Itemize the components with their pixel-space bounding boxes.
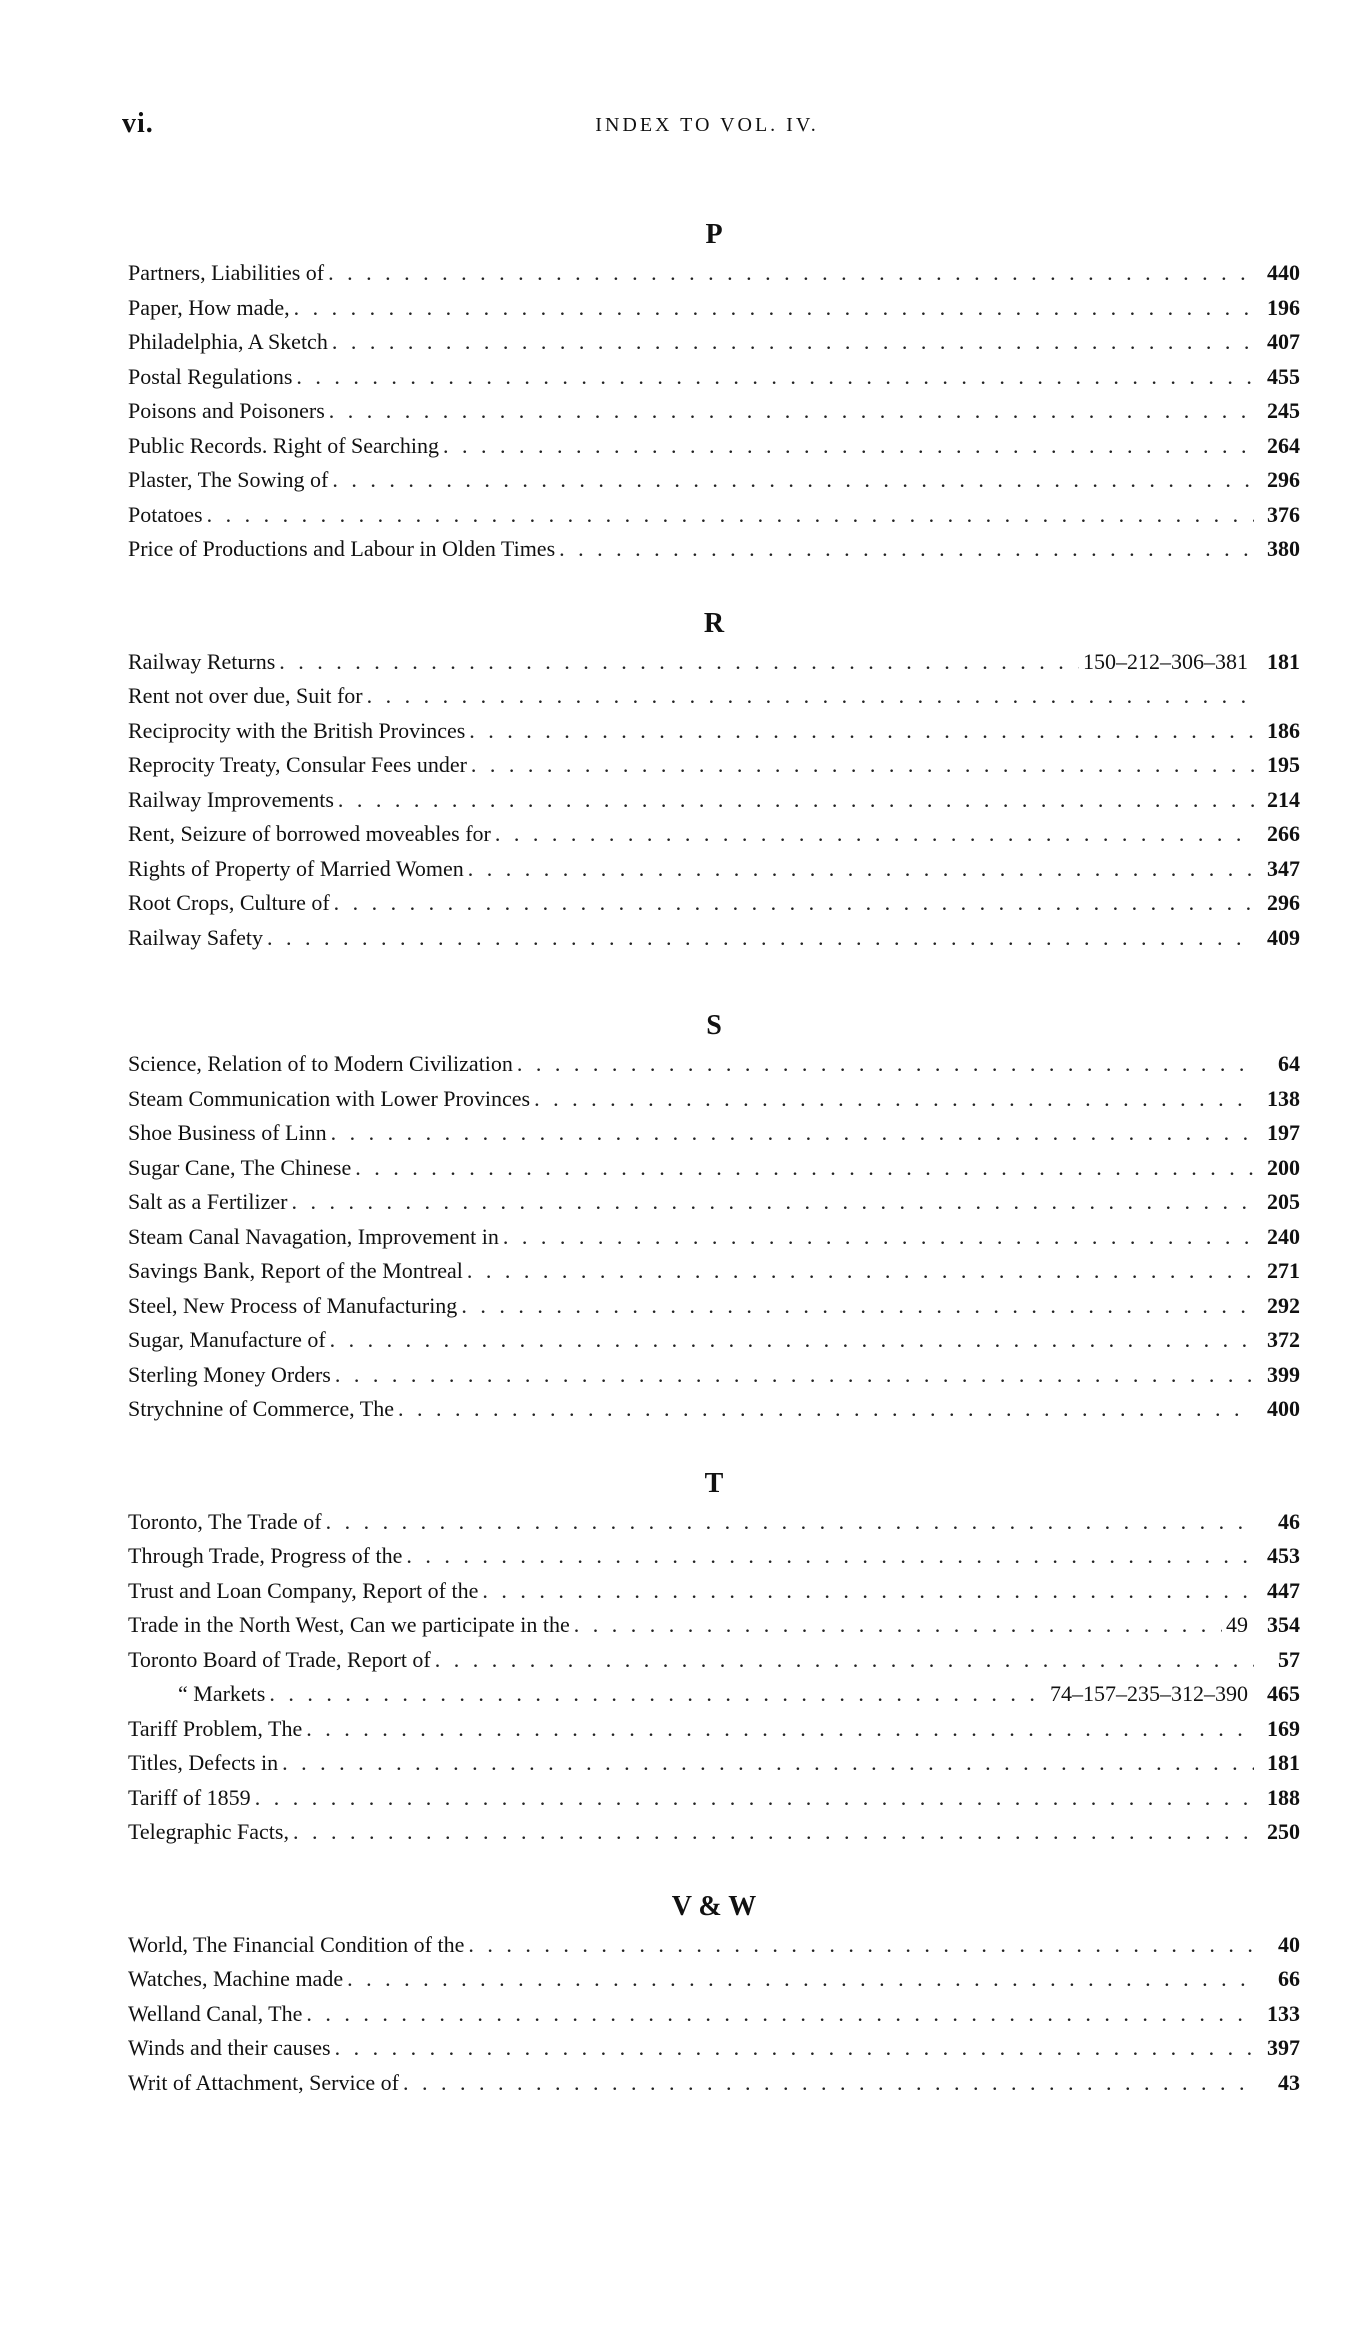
index-entry	[128, 1647, 1300, 1682]
entry-page: 197	[1267, 1120, 1300, 1145]
dot-leader	[326, 1509, 1254, 1535]
index-entry	[128, 1681, 1300, 1716]
entry-list	[128, 1509, 1300, 1854]
dot-leader	[398, 1396, 1254, 1422]
entry-page: 453	[1267, 1543, 1300, 1568]
index-content	[128, 210, 1300, 2132]
index-entry	[128, 536, 1300, 571]
index-entry	[128, 398, 1300, 433]
index-entry	[128, 1362, 1300, 1397]
entry-title: Railway Improvements	[128, 786, 334, 812]
entry-title: Winds and their causes	[128, 2035, 331, 2060]
entry-title: Through Trade, Progress of the	[128, 1543, 403, 1568]
dot-leader	[255, 1785, 1254, 1811]
entry-page: 66	[1278, 1966, 1300, 1991]
index-entry	[128, 1966, 1300, 2001]
entry-page: 271	[1267, 1258, 1300, 1283]
entry-title: Trade in the North West, Can we participate in the	[128, 1612, 570, 1637]
index-entry	[128, 1750, 1300, 1785]
index-entry	[128, 1327, 1300, 1362]
entry-title: Reprocity Treaty, Consular Fees under	[128, 752, 467, 777]
entry-page: 397	[1267, 2035, 1300, 2060]
dot-leader	[469, 718, 1254, 744]
entry-title: Telegraphic Facts,	[128, 1819, 289, 1844]
entry-page: 245	[1267, 398, 1300, 423]
entry-title: Sugar Cane, The Chinese	[128, 1154, 352, 1180]
dot-leader	[468, 1932, 1254, 1958]
dot-leader	[471, 752, 1254, 778]
entry-page: 200	[1267, 1154, 1300, 1180]
entry-title: Plaster, The Sowing of	[128, 467, 329, 492]
entry-title: Postal Regulations	[128, 363, 293, 389]
index-entry	[128, 1509, 1300, 1544]
entry-title: Strychnine of Commerce, The	[128, 1396, 394, 1421]
index-entry	[128, 1396, 1300, 1431]
dot-leader	[267, 925, 1254, 951]
index-entry	[128, 364, 1300, 399]
index-entry	[128, 718, 1300, 753]
entry-page: 64	[1278, 1051, 1300, 1076]
entry-title: Rent, Seizure of borrowed moveables for	[128, 821, 491, 846]
index-entry	[128, 2001, 1300, 2036]
index-entry	[128, 1293, 1300, 1328]
entry-title: Welland Canal, The	[128, 2000, 303, 2026]
entry-title: Salt as a Fertilizer	[128, 1189, 288, 1214]
dot-leader	[291, 1189, 1254, 1215]
entry-title: Tariff of 1859	[128, 1784, 251, 1810]
entry-page: 347	[1267, 855, 1300, 881]
entry-title: Railway Safety	[128, 924, 264, 950]
entry-list	[128, 649, 1300, 960]
dot-leader	[306, 1716, 1254, 1742]
dot-leader	[517, 1051, 1254, 1077]
entry-title: Sterling Money Orders	[128, 1361, 331, 1387]
index-entry	[128, 2070, 1300, 2105]
entry-page: 133	[1267, 2000, 1300, 2026]
dot-leader	[332, 467, 1254, 493]
dot-leader	[331, 1120, 1254, 1146]
index-entry	[128, 1932, 1300, 1967]
dot-leader	[335, 1362, 1254, 1388]
index-entry	[128, 1155, 1300, 1190]
entry-page: 292	[1267, 1292, 1300, 1318]
index-entry	[128, 2035, 1300, 2070]
entry-title: Watches, Machine made	[128, 1966, 344, 1991]
section-heading: S	[706, 1010, 722, 1041]
dot-leader	[495, 821, 1254, 847]
dot-leader	[367, 683, 1254, 709]
dot-leader	[279, 649, 1079, 675]
dot-leader	[347, 1966, 1254, 1992]
section-heading: P	[705, 219, 723, 250]
entry-page: 465	[1267, 1681, 1300, 1706]
dot-leader	[482, 1578, 1254, 1604]
entry-page: 195	[1267, 752, 1300, 777]
entry-page: 181	[1267, 1750, 1300, 1775]
entry-title: Reciprocity with the British Provinces	[128, 717, 466, 743]
entry-page: 196	[1267, 294, 1300, 320]
index-entry	[128, 1543, 1300, 1578]
running-title: INDEX TO VOL. IV.	[595, 114, 819, 136]
entry-list	[128, 1051, 1300, 1431]
entry-page: 409	[1267, 924, 1300, 950]
entry-page: 376	[1267, 501, 1300, 527]
entry-page: 264	[1267, 432, 1300, 458]
entry-title: Titles, Defects in	[128, 1750, 279, 1775]
entry-title: Steel, New Process of Manufacturing	[128, 1292, 458, 1318]
dot-leader	[461, 1293, 1254, 1319]
entry-page: 57	[1278, 1646, 1300, 1672]
entry-title: Savings Bank, Report of the Montreal	[128, 1258, 463, 1283]
entry-page: 43	[1278, 2069, 1300, 2095]
entry-page: 447	[1267, 1577, 1300, 1603]
dot-leader	[338, 787, 1254, 813]
entry-title: Steam Communication with Lower Provinces	[128, 1085, 531, 1111]
dot-leader	[293, 1819, 1254, 1845]
dot-leader	[355, 1155, 1254, 1181]
entry-title: Public Records. Right of Searching	[128, 432, 440, 458]
entry-page: 407	[1267, 329, 1300, 354]
entry-page: 296	[1267, 890, 1300, 915]
dot-leader	[334, 890, 1254, 916]
index-entry	[128, 683, 1300, 718]
entry-title: Steam Canal Navagation, Improvement in	[128, 1223, 499, 1249]
entry-page: 455	[1267, 363, 1300, 389]
entry-extra-pages: 49	[1226, 1612, 1248, 1637]
entry-page: 138	[1267, 1085, 1300, 1111]
entry-page: 181	[1267, 648, 1300, 674]
entry-list	[128, 1932, 1300, 2105]
page-header	[122, 108, 1292, 148]
dot-leader	[443, 433, 1254, 459]
index-entry	[128, 1612, 1300, 1647]
entry-page: 186	[1267, 717, 1300, 743]
index-entry	[128, 1819, 1300, 1854]
entry-title: Philadelphia, A Sketch	[128, 329, 328, 354]
section-heading: T	[704, 1467, 724, 1499]
entry-page: 205	[1267, 1189, 1300, 1214]
entry-page: 250	[1267, 1819, 1300, 1844]
dot-leader	[467, 1258, 1254, 1284]
entry-extra-pages: 74–157–235–312–390	[1050, 1681, 1248, 1706]
entry-title: Science, Relation of to Modern Civilization	[128, 1051, 513, 1076]
entry-list	[128, 260, 1300, 571]
dot-leader	[574, 1612, 1222, 1638]
index-entry	[128, 649, 1300, 684]
index-entry	[128, 1785, 1300, 1820]
index-entry	[128, 467, 1300, 502]
index-entry	[128, 329, 1300, 364]
section-v-w	[128, 1882, 1300, 2105]
entry-page: 188	[1267, 1784, 1300, 1810]
entry-title: Price of Productions and Labour in Olden Times	[128, 536, 556, 561]
entry-title: World, The Financial Condition of the	[128, 1931, 465, 1957]
entry-page: 372	[1267, 1327, 1300, 1352]
section-heading: R	[703, 607, 725, 639]
dot-leader	[207, 502, 1254, 528]
entry-title: Tariff Problem, The	[128, 1715, 303, 1741]
index-entry	[128, 856, 1300, 891]
entry-title: Potatoes	[128, 501, 203, 527]
entry-title: “ Markets	[178, 1681, 266, 1706]
entry-title: Toronto Board of Trade, Report of	[128, 1646, 431, 1672]
dot-leader	[534, 1086, 1254, 1112]
entry-page: 240	[1267, 1223, 1300, 1249]
index-entry	[128, 502, 1300, 537]
dot-leader	[406, 1543, 1254, 1569]
entry-title: Poisons and Poisoners	[128, 398, 325, 423]
index-entry	[128, 1086, 1300, 1121]
dot-leader	[559, 536, 1254, 562]
index-entry	[128, 1120, 1300, 1155]
dot-leader	[306, 2001, 1254, 2027]
dot-leader	[330, 1327, 1254, 1353]
entry-title: Root Crops, Culture of	[128, 890, 330, 915]
dot-leader	[335, 2035, 1254, 2061]
index-entry	[128, 1716, 1300, 1751]
section-p	[128, 210, 1300, 571]
entry-page: 266	[1267, 821, 1300, 846]
dot-leader	[282, 1750, 1254, 1776]
index-entry	[128, 821, 1300, 856]
entry-page: 400	[1267, 1396, 1300, 1421]
dot-leader	[329, 398, 1254, 424]
index-entry	[128, 1578, 1300, 1613]
entry-title: Railway Returns	[128, 648, 276, 674]
dot-leader	[435, 1647, 1254, 1673]
dot-leader	[269, 1681, 1046, 1707]
dot-leader	[468, 856, 1254, 882]
entry-title: Sugar, Manufacture of	[128, 1327, 326, 1352]
entry-page: 169	[1267, 1715, 1300, 1741]
dot-leader	[332, 329, 1254, 355]
entry-extra-pages: 150–212–306–381	[1083, 648, 1248, 674]
entry-page: 440	[1267, 260, 1300, 285]
section-heading: V & W	[671, 1890, 757, 1922]
entry-page: 214	[1267, 786, 1300, 812]
section-t	[128, 1459, 1300, 1854]
index-entry	[128, 295, 1300, 330]
entry-page: 380	[1267, 536, 1300, 561]
dot-leader	[328, 260, 1254, 286]
index-entry	[128, 1224, 1300, 1259]
index-entry	[128, 787, 1300, 822]
entry-page: 296	[1267, 467, 1300, 492]
index-entry	[128, 890, 1300, 925]
entry-title: Paper, How made,	[128, 294, 290, 320]
section-s	[128, 1001, 1300, 1431]
entry-title: Trust and Loan Company, Report of the	[128, 1577, 479, 1603]
index-entry	[128, 1189, 1300, 1224]
index-entry	[128, 1051, 1300, 1086]
index-entry	[128, 260, 1300, 295]
section-r	[128, 599, 1300, 960]
index-entry	[128, 752, 1300, 787]
entry-page: 399	[1267, 1361, 1300, 1387]
dot-leader	[294, 295, 1254, 321]
entry-title: Partners, Liabilities of	[128, 260, 325, 285]
index-entry	[128, 1258, 1300, 1293]
entry-page: 40	[1278, 1931, 1300, 1957]
dot-leader	[503, 1224, 1254, 1250]
entry-page: 46	[1278, 1508, 1300, 1534]
dot-leader	[403, 2070, 1254, 2096]
dot-leader	[296, 364, 1254, 390]
entry-title: Toronto, The Trade of	[128, 1508, 322, 1534]
entry-title: Rights of Property of Married Women	[128, 855, 464, 881]
entry-title: Writ of Attachment, Service of	[128, 2069, 399, 2095]
page-number: vi.	[122, 108, 154, 139]
entry-title: Rent not over due, Suit for	[128, 683, 363, 708]
index-entry	[128, 925, 1300, 960]
entry-title: Shoe Business of Linn	[128, 1120, 327, 1145]
index-entry	[128, 433, 1300, 468]
entry-page: 354	[1267, 1612, 1300, 1637]
